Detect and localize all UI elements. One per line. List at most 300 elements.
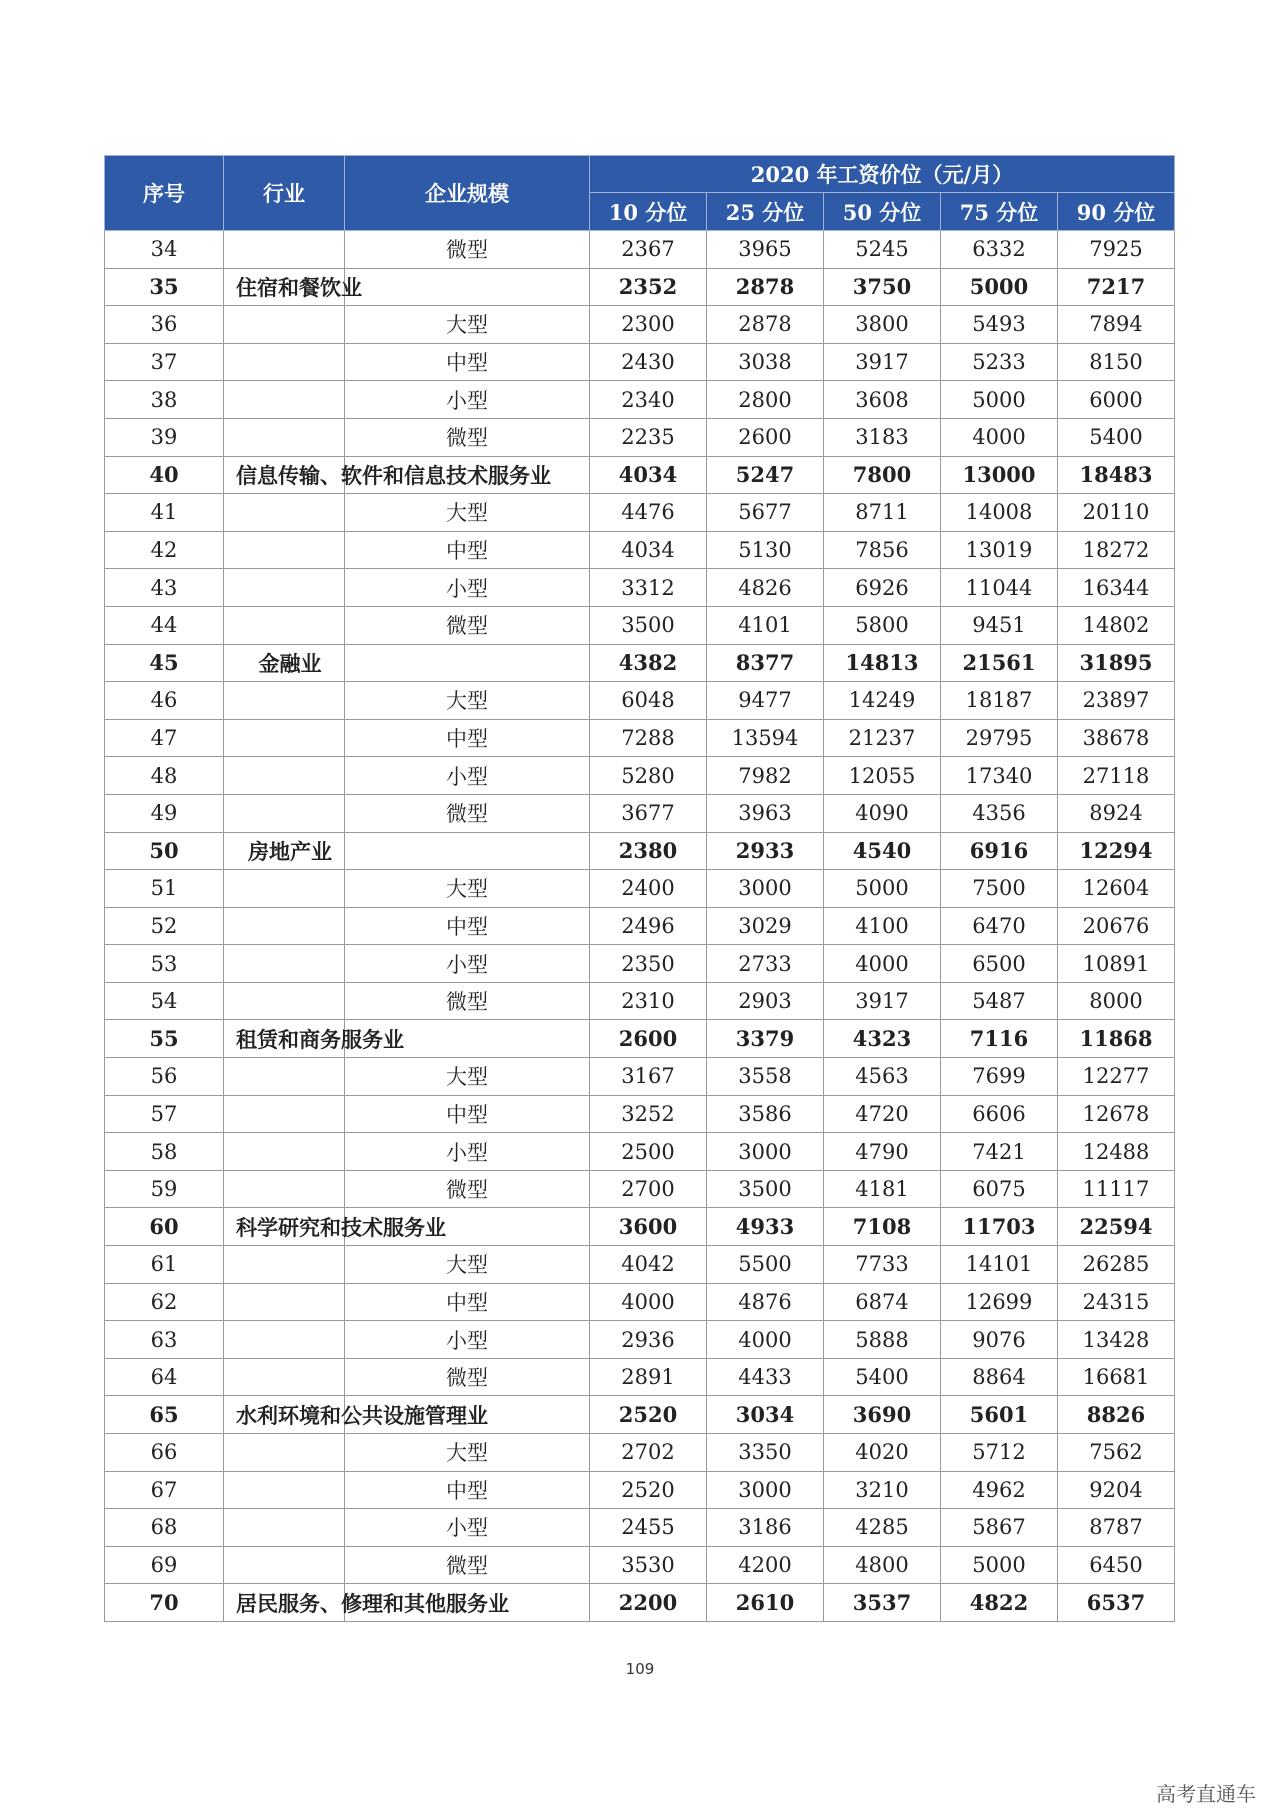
cell-p50: 5400 xyxy=(824,1358,941,1396)
cell-p90: 18483 xyxy=(1058,456,1175,494)
cell-size: 小型 xyxy=(345,1133,590,1171)
page-number: 109 xyxy=(625,1660,655,1678)
cell-size: 大型 xyxy=(345,306,590,344)
cell-seq: 53 xyxy=(105,945,224,983)
cell-p25: 9477 xyxy=(707,682,824,720)
cell-p75: 5493 xyxy=(941,306,1058,344)
table-row xyxy=(105,268,1175,306)
header-p10: 10 分位 xyxy=(590,193,707,231)
table-body xyxy=(105,231,1175,1622)
cell-p10: 6048 xyxy=(590,682,707,720)
cell-p75: 6916 xyxy=(941,832,1058,870)
cell-p75: 6500 xyxy=(941,945,1058,983)
cell-p90: 7217 xyxy=(1058,268,1175,306)
cell-p25: 3350 xyxy=(707,1434,824,1472)
cell-p90: 31895 xyxy=(1058,644,1175,682)
cell-p10: 3600 xyxy=(590,1208,707,1246)
cell-industry: 住宿和餐饮业 xyxy=(224,268,345,306)
cell-p75: 18187 xyxy=(941,682,1058,720)
cell-industry xyxy=(224,418,345,456)
cell-p75: 5487 xyxy=(941,982,1058,1020)
cell-p25: 4200 xyxy=(707,1546,824,1584)
cell-p50: 14249 xyxy=(824,682,941,720)
cell-size: 微型 xyxy=(345,231,590,269)
cell-p90: 8826 xyxy=(1058,1396,1175,1434)
cell-p25: 5130 xyxy=(707,531,824,569)
cell-size: 大型 xyxy=(345,1058,590,1096)
cell-industry xyxy=(224,907,345,945)
cell-size: 微型 xyxy=(345,982,590,1020)
cell-p25: 2600 xyxy=(707,418,824,456)
cell-seq: 69 xyxy=(105,1546,224,1584)
cell-p10: 3312 xyxy=(590,569,707,607)
cell-industry xyxy=(224,982,345,1020)
cell-size: 微型 xyxy=(345,1170,590,1208)
cell-seq: 37 xyxy=(105,343,224,381)
cell-p90: 16344 xyxy=(1058,569,1175,607)
cell-industry: 水利环境和公共设施管理业 xyxy=(224,1396,345,1434)
table-row xyxy=(105,907,1175,945)
cell-seq: 49 xyxy=(105,794,224,832)
cell-industry: 租赁和商务服务业 xyxy=(224,1020,345,1058)
table-row xyxy=(105,1396,1175,1434)
cell-p10: 2520 xyxy=(590,1471,707,1509)
cell-p50: 3800 xyxy=(824,306,941,344)
cell-p25: 2933 xyxy=(707,832,824,870)
cell-p50: 4323 xyxy=(824,1020,941,1058)
cell-industry xyxy=(224,794,345,832)
cell-p75: 5000 xyxy=(941,381,1058,419)
header-seq: 序号 xyxy=(105,156,224,231)
cell-seq: 42 xyxy=(105,531,224,569)
header-p50: 50 分位 xyxy=(824,193,941,231)
table-row xyxy=(105,531,1175,569)
cell-p10: 3167 xyxy=(590,1058,707,1096)
header-p75: 75 分位 xyxy=(941,193,1058,231)
cell-seq: 52 xyxy=(105,907,224,945)
cell-p90: 20676 xyxy=(1058,907,1175,945)
cell-p75: 5233 xyxy=(941,343,1058,381)
cell-p50: 7733 xyxy=(824,1246,941,1284)
cell-seq: 38 xyxy=(105,381,224,419)
cell-seq: 45 xyxy=(105,644,224,682)
cell-p90: 26285 xyxy=(1058,1246,1175,1284)
cell-p10: 3530 xyxy=(590,1546,707,1584)
cell-industry xyxy=(224,1058,345,1096)
cell-size xyxy=(345,644,590,682)
cell-p50: 4181 xyxy=(824,1170,941,1208)
cell-size xyxy=(345,832,590,870)
cell-p75: 17340 xyxy=(941,757,1058,795)
cell-industry xyxy=(224,1246,345,1284)
table-row xyxy=(105,1058,1175,1096)
cell-p75: 5712 xyxy=(941,1434,1058,1472)
table-row xyxy=(105,1509,1175,1547)
cell-p90: 10891 xyxy=(1058,945,1175,983)
table-row xyxy=(105,1471,1175,1509)
cell-industry xyxy=(224,1095,345,1133)
cell-p10: 2367 xyxy=(590,231,707,269)
table-row xyxy=(105,1246,1175,1284)
cell-p25: 3379 xyxy=(707,1020,824,1058)
cell-p50: 3750 xyxy=(824,268,941,306)
cell-p50: 4563 xyxy=(824,1058,941,1096)
table-row xyxy=(105,381,1175,419)
cell-size: 中型 xyxy=(345,1095,590,1133)
cell-industry xyxy=(224,682,345,720)
cell-p25: 4000 xyxy=(707,1321,824,1359)
cell-p75: 11703 xyxy=(941,1208,1058,1246)
cell-p75: 7500 xyxy=(941,870,1058,908)
cell-p50: 4540 xyxy=(824,832,941,870)
cell-p90: 23897 xyxy=(1058,682,1175,720)
cell-p90: 8924 xyxy=(1058,794,1175,832)
cell-p50: 6874 xyxy=(824,1283,941,1321)
cell-p50: 4000 xyxy=(824,945,941,983)
cell-p90: 12604 xyxy=(1058,870,1175,908)
cell-seq: 70 xyxy=(105,1584,224,1622)
cell-p90: 6537 xyxy=(1058,1584,1175,1622)
cell-p25: 3029 xyxy=(707,907,824,945)
cell-p50: 8711 xyxy=(824,494,941,532)
cell-p10: 2702 xyxy=(590,1434,707,1472)
cell-industry xyxy=(224,1358,345,1396)
cell-p25: 2878 xyxy=(707,306,824,344)
cell-size: 小型 xyxy=(345,381,590,419)
cell-p50: 5245 xyxy=(824,231,941,269)
header-industry: 行业 xyxy=(224,156,345,231)
cell-p90: 12678 xyxy=(1058,1095,1175,1133)
cell-p10: 2350 xyxy=(590,945,707,983)
cell-p90: 8150 xyxy=(1058,343,1175,381)
cell-seq: 66 xyxy=(105,1434,224,1472)
table-row xyxy=(105,1020,1175,1058)
cell-p25: 2733 xyxy=(707,945,824,983)
table-row xyxy=(105,1133,1175,1171)
cell-p25: 3038 xyxy=(707,343,824,381)
table-row xyxy=(105,719,1175,757)
cell-p90: 8000 xyxy=(1058,982,1175,1020)
header-wage-group: 2020 年工资价位（元/月） xyxy=(590,156,1175,193)
cell-p90: 7562 xyxy=(1058,1434,1175,1472)
table-row xyxy=(105,306,1175,344)
cell-p75: 6075 xyxy=(941,1170,1058,1208)
cell-seq: 63 xyxy=(105,1321,224,1359)
cell-size: 微型 xyxy=(345,418,590,456)
header-size: 企业规模 xyxy=(345,156,590,231)
cell-p50: 4020 xyxy=(824,1434,941,1472)
cell-p75: 6470 xyxy=(941,907,1058,945)
table-header xyxy=(105,156,1175,231)
cell-p25: 2903 xyxy=(707,982,824,1020)
cell-industry xyxy=(224,343,345,381)
cell-p10: 2340 xyxy=(590,381,707,419)
cell-p90: 5400 xyxy=(1058,418,1175,456)
cell-size: 微型 xyxy=(345,1546,590,1584)
cell-p75: 11044 xyxy=(941,569,1058,607)
table-row xyxy=(105,1358,1175,1396)
table-row xyxy=(105,1095,1175,1133)
cell-p50: 3917 xyxy=(824,343,941,381)
cell-size xyxy=(345,268,590,306)
cell-seq: 61 xyxy=(105,1246,224,1284)
cell-p10: 4034 xyxy=(590,531,707,569)
cell-p10: 4382 xyxy=(590,644,707,682)
cell-industry xyxy=(224,381,345,419)
cell-p75: 21561 xyxy=(941,644,1058,682)
cell-p75: 5867 xyxy=(941,1509,1058,1547)
cell-size: 大型 xyxy=(345,870,590,908)
cell-p75: 6606 xyxy=(941,1095,1058,1133)
cell-p75: 7116 xyxy=(941,1020,1058,1058)
cell-p75: 9451 xyxy=(941,606,1058,644)
cell-p10: 4042 xyxy=(590,1246,707,1284)
cell-p75: 13019 xyxy=(941,531,1058,569)
cell-seq: 68 xyxy=(105,1509,224,1547)
cell-p25: 5500 xyxy=(707,1246,824,1284)
header-p25: 25 分位 xyxy=(707,193,824,231)
cell-p75: 5000 xyxy=(941,1546,1058,1584)
cell-p10: 3677 xyxy=(590,794,707,832)
cell-seq: 46 xyxy=(105,682,224,720)
cell-p10: 2891 xyxy=(590,1358,707,1396)
cell-p75: 4000 xyxy=(941,418,1058,456)
cell-seq: 47 xyxy=(105,719,224,757)
cell-p25: 5247 xyxy=(707,456,824,494)
cell-p50: 7108 xyxy=(824,1208,941,1246)
cell-industry xyxy=(224,1321,345,1359)
cell-p50: 4100 xyxy=(824,907,941,945)
cell-seq: 44 xyxy=(105,606,224,644)
cell-size: 中型 xyxy=(345,907,590,945)
cell-industry xyxy=(224,231,345,269)
cell-p10: 2235 xyxy=(590,418,707,456)
cell-industry xyxy=(224,719,345,757)
table-row xyxy=(105,757,1175,795)
cell-industry xyxy=(224,531,345,569)
cell-p25: 2800 xyxy=(707,381,824,419)
cell-p25: 4101 xyxy=(707,606,824,644)
cell-p75: 5601 xyxy=(941,1396,1058,1434)
cell-p75: 4962 xyxy=(941,1471,1058,1509)
cell-p25: 7982 xyxy=(707,757,824,795)
cell-seq: 62 xyxy=(105,1283,224,1321)
cell-p90: 8787 xyxy=(1058,1509,1175,1547)
cell-seq: 58 xyxy=(105,1133,224,1171)
cell-p25: 3000 xyxy=(707,1471,824,1509)
cell-p50: 5000 xyxy=(824,870,941,908)
cell-p75: 14008 xyxy=(941,494,1058,532)
cell-seq: 36 xyxy=(105,306,224,344)
cell-p90: 12277 xyxy=(1058,1058,1175,1096)
cell-industry: 房地产业 xyxy=(224,832,345,870)
cell-size: 小型 xyxy=(345,945,590,983)
cell-p50: 4790 xyxy=(824,1133,941,1171)
cell-industry xyxy=(224,757,345,795)
cell-p25: 3000 xyxy=(707,870,824,908)
cell-p10: 2520 xyxy=(590,1396,707,1434)
table-row xyxy=(105,1208,1175,1246)
cell-size: 大型 xyxy=(345,494,590,532)
cell-industry xyxy=(224,1283,345,1321)
cell-p25: 2610 xyxy=(707,1584,824,1622)
cell-p10: 2600 xyxy=(590,1020,707,1058)
cell-p75: 7699 xyxy=(941,1058,1058,1096)
table-row xyxy=(105,644,1175,682)
cell-p25: 4433 xyxy=(707,1358,824,1396)
cell-p75: 4822 xyxy=(941,1584,1058,1622)
cell-seq: 50 xyxy=(105,832,224,870)
table-row xyxy=(105,832,1175,870)
cell-industry xyxy=(224,306,345,344)
cell-p10: 2352 xyxy=(590,268,707,306)
table-row xyxy=(105,343,1175,381)
table-row xyxy=(105,569,1175,607)
cell-p90: 11117 xyxy=(1058,1170,1175,1208)
cell-p25: 3963 xyxy=(707,794,824,832)
watermark: 高考直通车 xyxy=(1156,1782,1256,1806)
cell-seq: 43 xyxy=(105,569,224,607)
cell-p25: 4876 xyxy=(707,1283,824,1321)
cell-p90: 9204 xyxy=(1058,1471,1175,1509)
cell-p75: 7421 xyxy=(941,1133,1058,1171)
cell-industry xyxy=(224,1546,345,1584)
cell-p50: 14813 xyxy=(824,644,941,682)
cell-seq: 35 xyxy=(105,268,224,306)
cell-p10: 2300 xyxy=(590,306,707,344)
table-row xyxy=(105,1283,1175,1321)
cell-size: 中型 xyxy=(345,531,590,569)
cell-industry xyxy=(224,569,345,607)
cell-p50: 4720 xyxy=(824,1095,941,1133)
cell-p90: 20110 xyxy=(1058,494,1175,532)
cell-size: 大型 xyxy=(345,1246,590,1284)
cell-p90: 12488 xyxy=(1058,1133,1175,1171)
cell-p90: 7894 xyxy=(1058,306,1175,344)
cell-p25: 4933 xyxy=(707,1208,824,1246)
table-row xyxy=(105,945,1175,983)
cell-industry xyxy=(224,1471,345,1509)
cell-seq: 51 xyxy=(105,870,224,908)
cell-p25: 3186 xyxy=(707,1509,824,1547)
cell-seq: 34 xyxy=(105,231,224,269)
cell-p10: 2380 xyxy=(590,832,707,870)
cell-p10: 2936 xyxy=(590,1321,707,1359)
cell-p50: 3537 xyxy=(824,1584,941,1622)
header-p90: 90 分位 xyxy=(1058,193,1175,231)
cell-seq: 40 xyxy=(105,456,224,494)
cell-seq: 65 xyxy=(105,1396,224,1434)
cell-seq: 48 xyxy=(105,757,224,795)
table-row xyxy=(105,1584,1175,1622)
cell-p75: 13000 xyxy=(941,456,1058,494)
cell-industry: 信息传输、软件和信息技术服务业 xyxy=(224,456,345,494)
cell-p25: 3586 xyxy=(707,1095,824,1133)
cell-size: 小型 xyxy=(345,1509,590,1547)
cell-p75: 14101 xyxy=(941,1246,1058,1284)
table-row xyxy=(105,1546,1175,1584)
cell-p50: 3917 xyxy=(824,982,941,1020)
cell-industry xyxy=(224,945,345,983)
cell-seq: 64 xyxy=(105,1358,224,1396)
cell-p90: 7925 xyxy=(1058,231,1175,269)
cell-p90: 11868 xyxy=(1058,1020,1175,1058)
cell-p50: 5800 xyxy=(824,606,941,644)
cell-seq: 59 xyxy=(105,1170,224,1208)
cell-p10: 2430 xyxy=(590,343,707,381)
cell-p10: 4000 xyxy=(590,1283,707,1321)
cell-size: 微型 xyxy=(345,1358,590,1396)
cell-p50: 3690 xyxy=(824,1396,941,1434)
cell-seq: 67 xyxy=(105,1471,224,1509)
cell-p10: 3500 xyxy=(590,606,707,644)
cell-p50: 21237 xyxy=(824,719,941,757)
cell-size: 微型 xyxy=(345,606,590,644)
table-row xyxy=(105,794,1175,832)
cell-p50: 3210 xyxy=(824,1471,941,1509)
cell-p25: 2878 xyxy=(707,268,824,306)
cell-seq: 41 xyxy=(105,494,224,532)
cell-p10: 2400 xyxy=(590,870,707,908)
cell-p10: 2496 xyxy=(590,907,707,945)
cell-size: 小型 xyxy=(345,757,590,795)
cell-p75: 9076 xyxy=(941,1321,1058,1359)
cell-size: 大型 xyxy=(345,1434,590,1472)
cell-p90: 12294 xyxy=(1058,832,1175,870)
cell-industry xyxy=(224,606,345,644)
cell-industry xyxy=(224,494,345,532)
cell-p50: 12055 xyxy=(824,757,941,795)
cell-seq: 39 xyxy=(105,418,224,456)
cell-p25: 13594 xyxy=(707,719,824,757)
cell-industry: 金融业 xyxy=(224,644,345,682)
cell-size: 中型 xyxy=(345,343,590,381)
cell-p10: 2500 xyxy=(590,1133,707,1171)
cell-p90: 27118 xyxy=(1058,757,1175,795)
table-row xyxy=(105,231,1175,269)
cell-p90: 14802 xyxy=(1058,606,1175,644)
cell-seq: 55 xyxy=(105,1020,224,1058)
cell-industry xyxy=(224,1509,345,1547)
cell-industry xyxy=(224,1170,345,1208)
cell-size: 大型 xyxy=(345,682,590,720)
cell-p90: 24315 xyxy=(1058,1283,1175,1321)
cell-p25: 3965 xyxy=(707,231,824,269)
cell-p25: 5677 xyxy=(707,494,824,532)
cell-p90: 6000 xyxy=(1058,381,1175,419)
table-row xyxy=(105,494,1175,532)
cell-size: 小型 xyxy=(345,1321,590,1359)
cell-size: 中型 xyxy=(345,1471,590,1509)
cell-p50: 4800 xyxy=(824,1546,941,1584)
cell-p50: 4285 xyxy=(824,1509,941,1547)
cell-p75: 4356 xyxy=(941,794,1058,832)
cell-p50: 7800 xyxy=(824,456,941,494)
cell-industry: 居民服务、修理和其他服务业 xyxy=(224,1584,345,1622)
cell-p90: 6450 xyxy=(1058,1546,1175,1584)
cell-industry: 科学研究和技术服务业 xyxy=(224,1208,345,1246)
table-row xyxy=(105,682,1175,720)
table-row xyxy=(105,418,1175,456)
table-row xyxy=(105,456,1175,494)
cell-size: 小型 xyxy=(345,569,590,607)
table-row xyxy=(105,982,1175,1020)
cell-seq: 56 xyxy=(105,1058,224,1096)
table-row xyxy=(105,1170,1175,1208)
cell-p25: 3500 xyxy=(707,1170,824,1208)
cell-p50: 7856 xyxy=(824,531,941,569)
cell-p75: 29795 xyxy=(941,719,1058,757)
